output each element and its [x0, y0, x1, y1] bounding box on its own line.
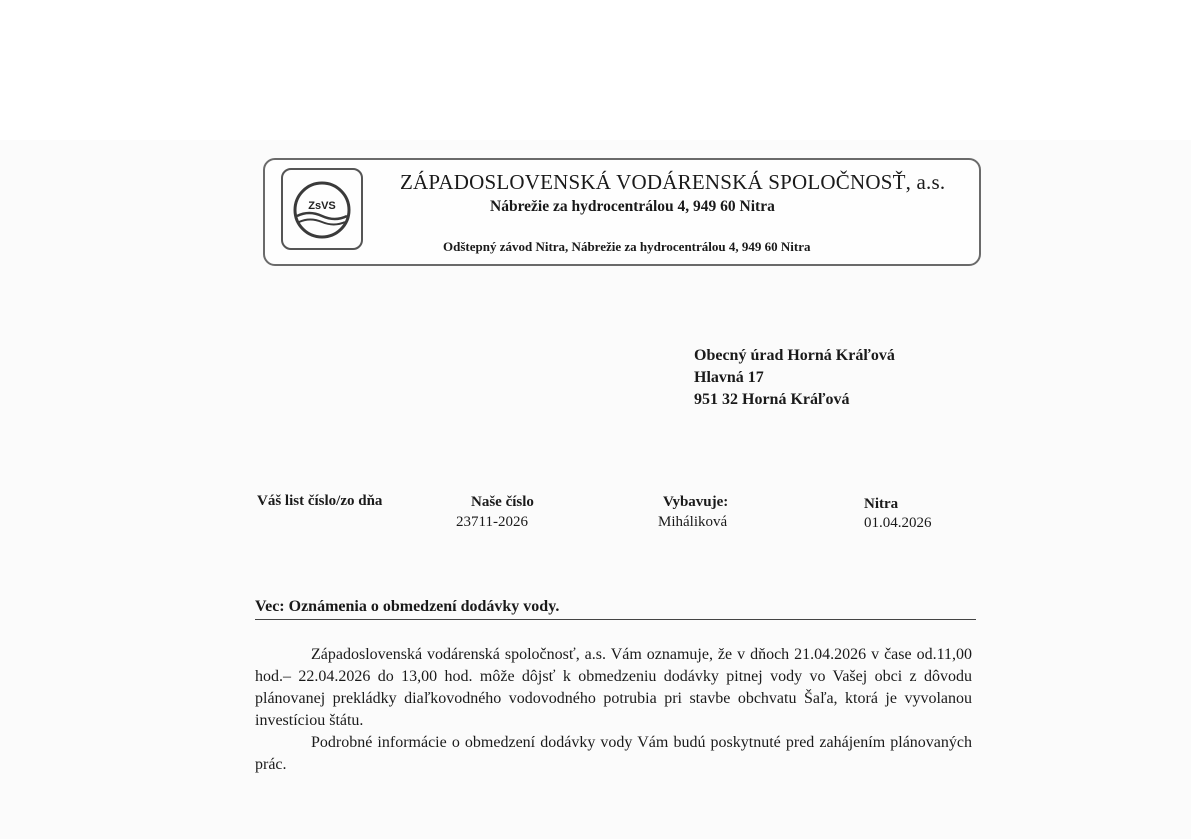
recipient-line: 951 32 Horná Kráľová — [694, 391, 850, 408]
company-address: Nábrežie za hydrocentrálou 4, 949 60 Nitra — [490, 198, 775, 215]
branch-address: Odštepný závod Nitra, Nábrežie za hydrocentrálou 4, 949 60 Nitra — [443, 239, 811, 254]
letter-body — [255, 644, 972, 776]
water-drop-logo-icon — [283, 170, 361, 248]
recipient-line: Obecný úrad Horná Kráľová — [694, 347, 895, 364]
recipient-line: Hlavná 17 — [694, 369, 764, 386]
handled-by-label: Vybavuje: — [663, 494, 729, 510]
body-paragraph: Západoslovenská vodárenská spoločnosť, a.s. Vám oznamuje, že v dňoch 21.04.2026 v čase od.11,00 hod.– 22.04.2026 do 13,00 hod. môže dôjsť k obmedzeniu dodávky pitnej vody vo Vašej obci z dôvodu plánovanej prekládky diaľkovodného vodovodného potrubia pri stavbe obchvatu Šaľa, ktorá je vyvolanou investíciou štátu. — [255, 646, 972, 729]
company-name: ZÁPADOSLOVENSKÁ VODÁRENSKÁ SPOLOČNOSŤ, a.s. — [400, 170, 946, 194]
body-paragraph: Podrobné informácie o obmedzení dodávky vody Vám budú poskytnuté pred zahájením plánovaných prác. — [255, 734, 972, 773]
letter-date: 01.04.2026 — [864, 515, 932, 531]
your-letter-label: Váš list číslo/zo dňa — [257, 493, 383, 509]
subject-line: Vec: Oznámenia o obmedzení dodávky vody. — [255, 598, 560, 615]
logo-text: ZsVS — [308, 200, 336, 212]
our-number-label: Naše číslo — [471, 494, 534, 510]
subject-divider — [255, 619, 976, 620]
handled-by-value: Miháliková — [658, 514, 728, 530]
recipient-address — [694, 345, 895, 411]
place-label: Nitra — [864, 496, 899, 512]
our-number-value: 23711-2026 — [456, 514, 528, 530]
company-logo — [281, 168, 363, 250]
